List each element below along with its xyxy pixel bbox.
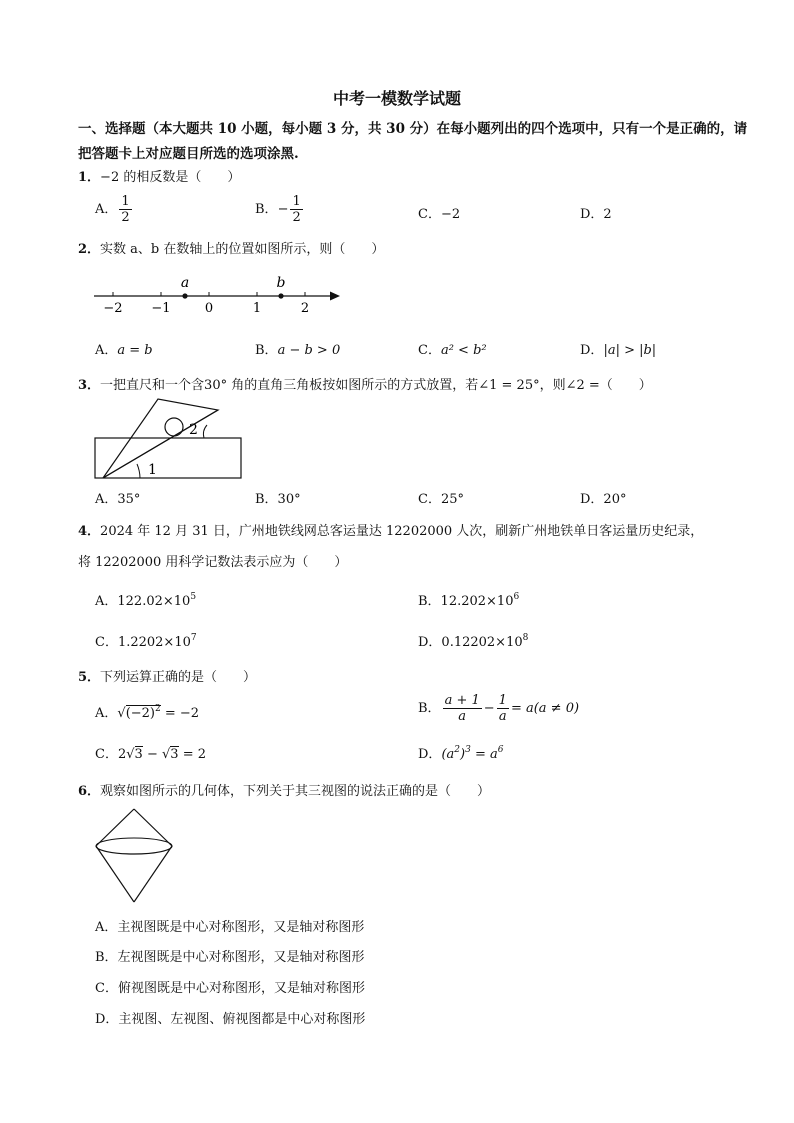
- front-ellipse: [96, 846, 172, 854]
- option-text: D．0.12202×10: [418, 635, 523, 650]
- option-c: [95, 631, 197, 650]
- fraction: [443, 693, 482, 724]
- question-4-line2: 将 12202000 用科学记数法表示应为（ ）: [78, 555, 348, 570]
- number-line-figure: [90, 270, 350, 318]
- angle-1-label: 1: [148, 462, 157, 478]
- question-stem: −2 的相反数是（ ）: [100, 170, 241, 185]
- exponent: 6: [513, 592, 520, 602]
- option-label: A．: [95, 343, 118, 358]
- option-label: B．: [418, 701, 441, 716]
- right-hand-side: = a: [470, 747, 498, 762]
- exponent: 6: [497, 745, 504, 755]
- option-c: C．−2: [418, 207, 461, 222]
- denominator: a: [458, 709, 467, 724]
- option-d: D．主视图、左视图、俯视图都是中心对称图形: [95, 1012, 366, 1027]
- minus-sign: −: [277, 202, 289, 217]
- exponent: 5: [190, 592, 197, 602]
- option-c: C．25°: [418, 492, 464, 507]
- question-stem: 观察如图所示的几何体，下列关于其三视图的说法正确的是（ ）: [100, 784, 491, 799]
- option-label: A．: [95, 706, 118, 721]
- option-label: C．: [418, 343, 441, 358]
- option-expression: |a| > |b|: [603, 343, 657, 358]
- question-number: 4．: [78, 524, 101, 539]
- option-label: B．: [255, 202, 278, 217]
- right-hand-side: = a(a ≠ 0): [510, 701, 580, 716]
- arrow-head: [330, 292, 340, 301]
- exponent: 8: [522, 633, 529, 643]
- angle-1-arc: [137, 464, 140, 478]
- numerator: 1: [292, 194, 301, 209]
- back-ellipse: [96, 838, 172, 846]
- hypotenuse: [103, 410, 218, 478]
- option-b: [418, 590, 519, 609]
- base: (a: [441, 747, 455, 762]
- angle-2-arc: [203, 425, 207, 438]
- angle-2-label: 2: [189, 422, 198, 438]
- point-b-label: b: [276, 275, 286, 291]
- double-cone-figure: [94, 806, 174, 906]
- option-a: [95, 702, 199, 721]
- numerator: a + 1: [444, 693, 480, 708]
- option-c: [418, 339, 487, 358]
- hole-circle: [165, 418, 183, 436]
- question-stem: 2024 年 12 月 31 日，广州地铁线网总客运量达 12202000 人次，刷新广州地铁单日客运量历史纪录，: [100, 524, 704, 539]
- denominator: a: [498, 709, 507, 724]
- question-number: 2．: [78, 242, 101, 257]
- option-a: [95, 339, 153, 358]
- option-b: [418, 693, 579, 724]
- question-number: 6．: [78, 784, 101, 799]
- page-title: 中考一模数学试题: [332, 89, 461, 108]
- question-stem: 实数 a、b 在数轴上的位置如图所示，则（ ）: [100, 242, 385, 257]
- minus-sign: −: [483, 701, 495, 716]
- coefficient: 2: [117, 747, 127, 762]
- radicand: [126, 705, 161, 721]
- option-c: C．俯视图既是中心对称图形，又是轴对称图形: [95, 981, 365, 996]
- option-b: B．30°: [255, 492, 301, 507]
- question-stem: 下列运算正确的是（ ）: [100, 670, 257, 685]
- option-text: A．122.02×10: [95, 594, 191, 609]
- sqrt-icon: √: [117, 706, 126, 721]
- exponent: 2: [454, 745, 460, 755]
- denominator: 2: [121, 210, 130, 225]
- tick-marks: [113, 292, 305, 296]
- option-b: B．左视图既是中心对称图形，又是轴对称图形: [95, 950, 365, 965]
- section-heading: 一、选择题（本大题共 10 小题，每小题 3 分，共 30 分）在每小题列出的四个选项中，只有一个是正确的，请把答题卡上对应题目所选的选项涂黑.: [78, 121, 748, 162]
- question-1: [78, 166, 240, 185]
- question-stem: 一把直尺和一个含30° 角的直角三角板按如图所示的方式放置，若∠1 = 25°，则∠2 =（ ）: [100, 378, 652, 393]
- ruler-triangle-figure: [88, 396, 248, 484]
- option-expression: a² < b²: [440, 343, 487, 358]
- radicand-base: (−2): [125, 706, 155, 721]
- question-4: [78, 520, 703, 539]
- option-expression: a − b > 0: [277, 343, 341, 358]
- option-label: D．: [580, 343, 604, 358]
- point-a-label: a: [180, 275, 190, 291]
- option-d: D．2: [580, 207, 612, 222]
- option-label: B．: [255, 343, 278, 358]
- radicand: 3: [170, 747, 179, 762]
- question-3: [78, 374, 652, 393]
- fraction: [119, 194, 131, 225]
- option-a: A．35°: [95, 492, 141, 507]
- cone-edge: [96, 809, 134, 846]
- point-b: [278, 293, 283, 298]
- close-paren: ): [460, 747, 466, 762]
- tick-label: −2: [103, 301, 123, 316]
- tick-label: −1: [151, 301, 171, 316]
- option-text: C．1.2202×10: [95, 635, 191, 650]
- option-expression: a = b: [117, 343, 153, 358]
- option-a: [95, 590, 196, 609]
- option-b: [255, 339, 340, 358]
- exponent: 7: [190, 633, 197, 643]
- option-b: [255, 194, 305, 225]
- radicand: 3: [134, 747, 143, 762]
- numerator: 1: [498, 693, 507, 708]
- tick-label: 2: [300, 301, 310, 316]
- fraction: [290, 194, 302, 225]
- option-a: [95, 194, 134, 225]
- tick-label: 1: [252, 301, 262, 316]
- right-hand-side: = 2: [178, 747, 206, 762]
- right-hand-side: = −2: [160, 706, 200, 721]
- exponent: 2: [155, 704, 161, 714]
- option-a: A．主视图既是中心对称图形，又是轴对称图形: [95, 920, 365, 935]
- option-label: C．: [95, 747, 118, 762]
- question-number: 5．: [78, 670, 101, 685]
- sqrt-icon: √: [161, 747, 171, 762]
- question-number: 1．: [78, 170, 101, 185]
- cone-edge: [134, 809, 172, 846]
- exponent: 3: [465, 745, 471, 755]
- point-a: [182, 293, 187, 298]
- question-2: [78, 238, 384, 257]
- sqrt-icon: √: [126, 747, 135, 762]
- option-d: [418, 743, 503, 762]
- numerator: 1: [121, 194, 130, 209]
- option-d: [580, 339, 656, 358]
- option-text: B．12.202×10: [418, 594, 514, 609]
- question-6: [78, 780, 490, 799]
- option-label: A．: [95, 202, 118, 217]
- option-d: D．20°: [580, 492, 627, 507]
- question-5: [78, 666, 256, 685]
- fraction: [497, 693, 509, 724]
- tick-label: 0: [204, 301, 214, 316]
- option-c: [95, 743, 206, 762]
- minus-sign: −: [142, 747, 162, 762]
- option-d: [418, 631, 528, 650]
- question-number: 3．: [78, 378, 101, 393]
- option-label: D．: [418, 747, 442, 762]
- denominator: 2: [292, 210, 301, 225]
